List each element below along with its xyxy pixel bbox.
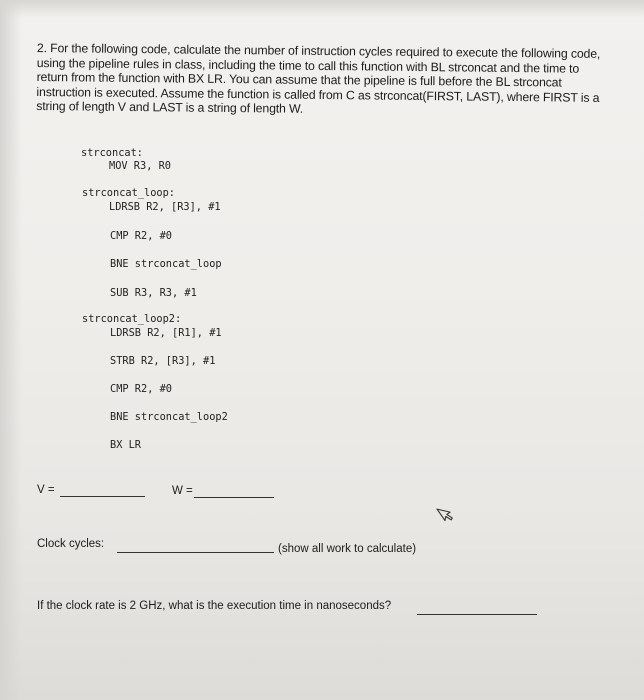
code-label-strconcat-loop2: strconcat_loop2:	[82, 313, 182, 325]
code-line: BNE strconcat_loop2	[110, 411, 228, 423]
clock-cycles-answer-blank[interactable]	[117, 552, 274, 553]
code-label-strconcat-loop: strconcat_loop:	[82, 187, 175, 199]
code-line: CMP R2, #0	[110, 383, 172, 395]
show-work-note: (show all work to calculate)	[278, 543, 417, 555]
code-line: BX LR	[110, 439, 141, 451]
execution-time-question: If the clock rate is 2 GHz, what is the execution time in nanoseconds?	[37, 600, 392, 612]
question-text: 2. For the following code, calculate the number of instruction cycles required to execute the following code, using the pipeline rules in class, including the time to call this function with BL strconcat and the time to return from the function with BX LR. You can assume that the pipeline is full before the BL strconcat instruction is executed. Assume the function is called from C as strconcat(FIRST, LAST), where FIRST is a string of length V and LAST is a string of length W.	[36, 41, 601, 117]
code-line: STRB R2, [R3], #1	[110, 355, 216, 367]
page-shadow-left	[0, 0, 22, 700]
execution-time-answer-blank[interactable]	[417, 614, 537, 615]
w-label: W =	[172, 485, 193, 497]
v-answer-blank[interactable]	[60, 496, 145, 497]
code-line: LDRSB R2, [R1], #1	[110, 327, 222, 339]
code-line: CMP R2, #0	[110, 230, 172, 242]
code-line: LDRSB R2, [R3], #1	[109, 201, 221, 213]
v-label: V =	[37, 484, 55, 496]
clock-cycles-label: Clock cycles:	[37, 538, 105, 550]
code-label-strconcat: strconcat:	[81, 147, 143, 159]
page-shadow-top	[0, 0, 644, 18]
w-answer-blank[interactable]	[194, 497, 274, 498]
code-line: MOV R3, R0	[109, 160, 171, 172]
cursor-arrow-icon	[436, 504, 456, 526]
code-line: BNE strconcat_loop	[110, 258, 222, 270]
code-line: SUB R3, R3, #1	[110, 287, 197, 299]
